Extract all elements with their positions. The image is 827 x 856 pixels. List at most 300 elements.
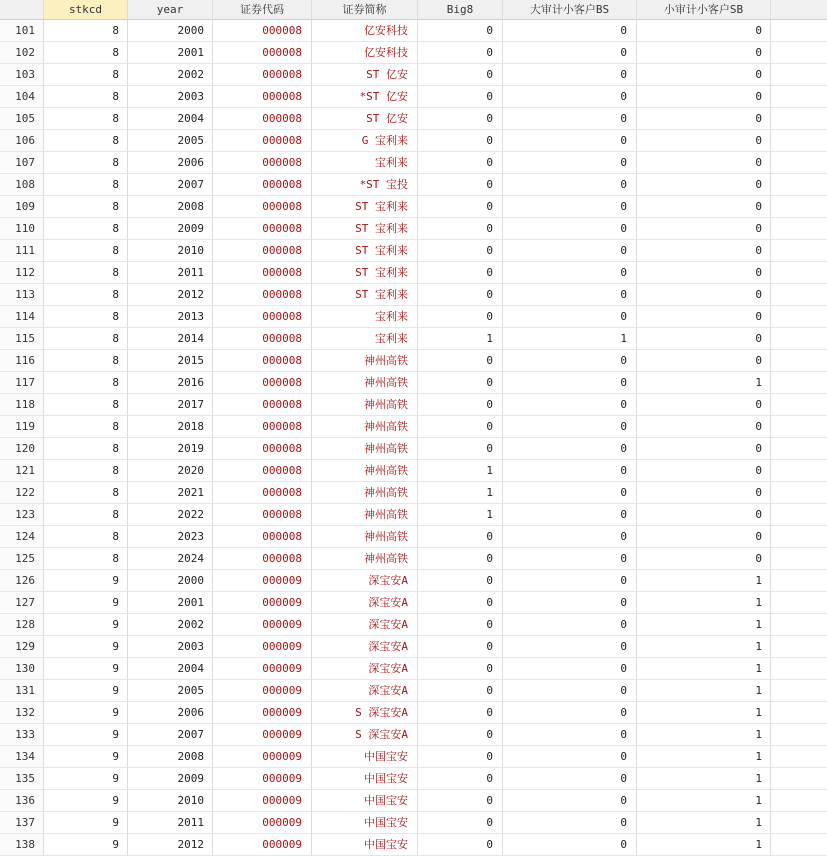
cell-year[interactable]: 2000	[128, 20, 213, 42]
cell-sb[interactable]: 0	[637, 548, 771, 570]
cell-name[interactable]: ST 亿安	[312, 64, 418, 86]
cell-big8[interactable]: 0	[418, 86, 503, 108]
cell-sb[interactable]: 1	[637, 614, 771, 636]
cell-year[interactable]: 2002	[128, 614, 213, 636]
cell-code[interactable]: 000008	[213, 218, 312, 240]
row-number-cell[interactable]: 128	[0, 614, 44, 636]
cell-big8[interactable]: 0	[418, 702, 503, 724]
cell-year[interactable]: 2002	[128, 64, 213, 86]
cell-big8[interactable]: 0	[418, 196, 503, 218]
table-row[interactable]	[0, 350, 827, 372]
cell-sb[interactable]: 1	[637, 768, 771, 790]
table-row[interactable]	[0, 636, 827, 658]
cell-stkcd[interactable]: 9	[44, 790, 128, 812]
cell-code[interactable]: 000008	[213, 548, 312, 570]
cell-big8[interactable]: 1	[418, 504, 503, 526]
cell-sb[interactable]: 0	[637, 196, 771, 218]
cell-stkcd[interactable]: 9	[44, 636, 128, 658]
cell-stkcd[interactable]: 8	[44, 196, 128, 218]
table-row[interactable]	[0, 504, 827, 526]
cell-big8[interactable]: 0	[418, 306, 503, 328]
cell-stkcd[interactable]: 8	[44, 262, 128, 284]
cell-bs[interactable]: 0	[503, 416, 637, 438]
cell-sb[interactable]: 0	[637, 482, 771, 504]
cell-stkcd[interactable]: 9	[44, 614, 128, 636]
cell-code[interactable]: 000008	[213, 152, 312, 174]
cell-code[interactable]: 000008	[213, 438, 312, 460]
cell-name[interactable]: 深宝安A	[312, 570, 418, 592]
cell-code[interactable]: 000009	[213, 812, 312, 834]
row-number-cell[interactable]: 134	[0, 746, 44, 768]
cell-sb[interactable]: 1	[637, 812, 771, 834]
cell-name[interactable]: ST 宝利来	[312, 218, 418, 240]
table-row[interactable]	[0, 526, 827, 548]
cell-big8[interactable]: 0	[418, 372, 503, 394]
table-row[interactable]	[0, 614, 827, 636]
row-number-cell[interactable]: 121	[0, 460, 44, 482]
cell-big8[interactable]: 0	[418, 790, 503, 812]
table-row[interactable]	[0, 482, 827, 504]
cell-year[interactable]: 2016	[128, 372, 213, 394]
row-number-cell[interactable]: 103	[0, 64, 44, 86]
row-number-cell[interactable]: 120	[0, 438, 44, 460]
cell-bs[interactable]: 0	[503, 724, 637, 746]
table-row[interactable]	[0, 570, 827, 592]
cell-stkcd[interactable]: 8	[44, 284, 128, 306]
row-number-cell[interactable]: 138	[0, 834, 44, 856]
cell-code[interactable]: 000009	[213, 702, 312, 724]
row-number-cell[interactable]: 110	[0, 218, 44, 240]
cell-name[interactable]: 亿安科技	[312, 42, 418, 64]
cell-sb[interactable]: 0	[637, 306, 771, 328]
row-number-cell[interactable]: 126	[0, 570, 44, 592]
cell-year[interactable]: 2013	[128, 306, 213, 328]
cell-code[interactable]: 000008	[213, 306, 312, 328]
cell-bs[interactable]: 0	[503, 42, 637, 64]
cell-code[interactable]: 000008	[213, 416, 312, 438]
cell-bs[interactable]: 0	[503, 592, 637, 614]
cell-big8[interactable]: 0	[418, 548, 503, 570]
cell-name[interactable]: ST 宝利来	[312, 240, 418, 262]
cell-bs[interactable]: 0	[503, 482, 637, 504]
cell-code[interactable]: 000008	[213, 526, 312, 548]
table-row[interactable]	[0, 328, 827, 350]
row-number-cell[interactable]: 117	[0, 372, 44, 394]
row-number-cell[interactable]: 129	[0, 636, 44, 658]
cell-big8[interactable]: 0	[418, 108, 503, 130]
table-row[interactable]	[0, 768, 827, 790]
cell-year[interactable]: 2012	[128, 834, 213, 856]
cell-sb[interactable]: 0	[637, 328, 771, 350]
row-number-cell[interactable]: 114	[0, 306, 44, 328]
cell-stkcd[interactable]: 8	[44, 42, 128, 64]
table-row[interactable]	[0, 218, 827, 240]
cell-sb[interactable]: 0	[637, 152, 771, 174]
cell-sb[interactable]: 0	[637, 350, 771, 372]
row-number-cell[interactable]: 122	[0, 482, 44, 504]
cell-stkcd[interactable]: 8	[44, 328, 128, 350]
cell-sb[interactable]: 0	[637, 460, 771, 482]
cell-name[interactable]: 深宝安A	[312, 680, 418, 702]
cell-name[interactable]: ST 宝利来	[312, 284, 418, 306]
cell-bs[interactable]: 0	[503, 130, 637, 152]
table-row[interactable]	[0, 130, 827, 152]
cell-code[interactable]: 000009	[213, 768, 312, 790]
cell-stkcd[interactable]: 8	[44, 482, 128, 504]
cell-big8[interactable]: 0	[418, 394, 503, 416]
cell-name[interactable]: 神州高铁	[312, 460, 418, 482]
cell-stkcd[interactable]: 8	[44, 526, 128, 548]
cell-stkcd[interactable]: 8	[44, 372, 128, 394]
cell-code[interactable]: 000008	[213, 262, 312, 284]
cell-code[interactable]: 000008	[213, 284, 312, 306]
cell-year[interactable]: 2006	[128, 702, 213, 724]
table-row[interactable]	[0, 64, 827, 86]
table-row[interactable]	[0, 746, 827, 768]
cell-bs[interactable]: 0	[503, 218, 637, 240]
cell-bs[interactable]: 0	[503, 196, 637, 218]
cell-sb[interactable]: 1	[637, 658, 771, 680]
cell-year[interactable]: 2004	[128, 108, 213, 130]
cell-code[interactable]: 000009	[213, 592, 312, 614]
cell-code[interactable]: 000008	[213, 240, 312, 262]
cell-year[interactable]: 2011	[128, 812, 213, 834]
table-row[interactable]	[0, 394, 827, 416]
row-number-cell[interactable]: 118	[0, 394, 44, 416]
cell-bs[interactable]: 0	[503, 702, 637, 724]
cell-bs[interactable]: 0	[503, 790, 637, 812]
cell-sb[interactable]: 0	[637, 218, 771, 240]
cell-stkcd[interactable]: 9	[44, 768, 128, 790]
cell-code[interactable]: 000009	[213, 614, 312, 636]
table-row[interactable]	[0, 108, 827, 130]
cell-code[interactable]: 000008	[213, 196, 312, 218]
cell-bs[interactable]: 0	[503, 64, 637, 86]
cell-name[interactable]: ST 宝利来	[312, 262, 418, 284]
cell-year[interactable]: 2012	[128, 284, 213, 306]
cell-name[interactable]: 中国宝安	[312, 790, 418, 812]
cell-name[interactable]: 中国宝安	[312, 812, 418, 834]
cell-stkcd[interactable]: 9	[44, 680, 128, 702]
cell-year[interactable]: 2021	[128, 482, 213, 504]
table-row[interactable]	[0, 592, 827, 614]
cell-big8[interactable]: 0	[418, 636, 503, 658]
cell-bs[interactable]: 0	[503, 174, 637, 196]
cell-sb[interactable]: 1	[637, 724, 771, 746]
cell-name[interactable]: 亿安科技	[312, 20, 418, 42]
cell-bs[interactable]: 0	[503, 746, 637, 768]
cell-bs[interactable]: 0	[503, 570, 637, 592]
table-row[interactable]	[0, 152, 827, 174]
cell-bs[interactable]: 0	[503, 460, 637, 482]
cell-year[interactable]: 2003	[128, 86, 213, 108]
cell-sb[interactable]: 0	[637, 42, 771, 64]
cell-stkcd[interactable]: 8	[44, 174, 128, 196]
cell-bs[interactable]: 0	[503, 372, 637, 394]
row-number-cell[interactable]: 105	[0, 108, 44, 130]
cell-name[interactable]: *ST 亿安	[312, 86, 418, 108]
row-number-cell[interactable]: 131	[0, 680, 44, 702]
table-row[interactable]	[0, 702, 827, 724]
cell-code[interactable]: 000008	[213, 504, 312, 526]
cell-year[interactable]: 2018	[128, 416, 213, 438]
cell-stkcd[interactable]: 9	[44, 834, 128, 856]
cell-code[interactable]: 000008	[213, 372, 312, 394]
cell-name[interactable]: ST 宝利来	[312, 196, 418, 218]
row-number-cell[interactable]: 133	[0, 724, 44, 746]
row-number-cell[interactable]: 115	[0, 328, 44, 350]
row-number-cell[interactable]: 111	[0, 240, 44, 262]
row-number-cell[interactable]: 127	[0, 592, 44, 614]
cell-year[interactable]: 2020	[128, 460, 213, 482]
table-row[interactable]	[0, 812, 827, 834]
cell-name[interactable]: 神州高铁	[312, 482, 418, 504]
cell-sb[interactable]: 0	[637, 526, 771, 548]
cell-year[interactable]: 2007	[128, 724, 213, 746]
cell-sb[interactable]: 0	[637, 284, 771, 306]
cell-big8[interactable]: 0	[418, 526, 503, 548]
cell-sb[interactable]: 0	[637, 130, 771, 152]
cell-sb[interactable]: 0	[637, 438, 771, 460]
cell-stkcd[interactable]: 8	[44, 64, 128, 86]
cell-year[interactable]: 2003	[128, 636, 213, 658]
cell-stkcd[interactable]: 8	[44, 218, 128, 240]
cell-big8[interactable]: 0	[418, 768, 503, 790]
cell-big8[interactable]: 0	[418, 64, 503, 86]
cell-stkcd[interactable]: 8	[44, 86, 128, 108]
table-row[interactable]	[0, 42, 827, 64]
cell-name[interactable]: 深宝安A	[312, 636, 418, 658]
cell-sb[interactable]: 0	[637, 504, 771, 526]
cell-name[interactable]: 深宝安A	[312, 592, 418, 614]
table-row[interactable]	[0, 438, 827, 460]
column-header-year[interactable]: year	[128, 0, 213, 20]
cell-bs[interactable]: 0	[503, 306, 637, 328]
cell-name[interactable]: 神州高铁	[312, 372, 418, 394]
cell-year[interactable]: 2023	[128, 526, 213, 548]
cell-name[interactable]: 神州高铁	[312, 394, 418, 416]
cell-code[interactable]: 000008	[213, 20, 312, 42]
cell-bs[interactable]: 0	[503, 548, 637, 570]
cell-code[interactable]: 000009	[213, 746, 312, 768]
cell-name[interactable]: 神州高铁	[312, 504, 418, 526]
cell-big8[interactable]: 0	[418, 284, 503, 306]
cell-sb[interactable]: 1	[637, 702, 771, 724]
cell-stkcd[interactable]: 9	[44, 570, 128, 592]
table-row[interactable]	[0, 306, 827, 328]
cell-sb[interactable]: 0	[637, 416, 771, 438]
cell-big8[interactable]: 0	[418, 130, 503, 152]
cell-sb[interactable]: 0	[637, 108, 771, 130]
table-row[interactable]	[0, 284, 827, 306]
cell-year[interactable]: 2008	[128, 746, 213, 768]
cell-bs[interactable]: 0	[503, 284, 637, 306]
table-row[interactable]	[0, 460, 827, 482]
cell-code[interactable]: 000009	[213, 658, 312, 680]
cell-stkcd[interactable]: 8	[44, 152, 128, 174]
cell-name[interactable]: 宝利来	[312, 328, 418, 350]
cell-bs[interactable]: 0	[503, 768, 637, 790]
table-row[interactable]	[0, 790, 827, 812]
row-number-cell[interactable]: 101	[0, 20, 44, 42]
cell-year[interactable]: 2006	[128, 152, 213, 174]
row-number-cell[interactable]: 106	[0, 130, 44, 152]
row-number-cell[interactable]: 130	[0, 658, 44, 680]
cell-bs[interactable]: 0	[503, 680, 637, 702]
cell-sb[interactable]: 1	[637, 592, 771, 614]
cell-year[interactable]: 2008	[128, 196, 213, 218]
cell-stkcd[interactable]: 8	[44, 130, 128, 152]
cell-code[interactable]: 000008	[213, 42, 312, 64]
cell-name[interactable]: *ST 宝投	[312, 174, 418, 196]
cell-code[interactable]: 000009	[213, 724, 312, 746]
cell-year[interactable]: 2022	[128, 504, 213, 526]
cell-stkcd[interactable]: 8	[44, 548, 128, 570]
cell-bs[interactable]: 0	[503, 438, 637, 460]
cell-bs[interactable]: 0	[503, 658, 637, 680]
cell-bs[interactable]: 0	[503, 350, 637, 372]
cell-code[interactable]: 000008	[213, 108, 312, 130]
cell-bs[interactable]: 1	[503, 328, 637, 350]
row-number-cell[interactable]: 109	[0, 196, 44, 218]
cell-big8[interactable]: 1	[418, 482, 503, 504]
cell-name[interactable]: 深宝安A	[312, 658, 418, 680]
cell-year[interactable]: 2001	[128, 42, 213, 64]
cell-bs[interactable]: 0	[503, 614, 637, 636]
table-row[interactable]	[0, 196, 827, 218]
table-row[interactable]	[0, 680, 827, 702]
row-number-cell[interactable]: 104	[0, 86, 44, 108]
cell-bs[interactable]: 0	[503, 526, 637, 548]
row-number-cell[interactable]: 123	[0, 504, 44, 526]
cell-year[interactable]: 2000	[128, 570, 213, 592]
table-row[interactable]	[0, 174, 827, 196]
cell-code[interactable]: 000009	[213, 834, 312, 856]
column-header-bs[interactable]: 大审计小客户BS	[503, 0, 637, 20]
cell-year[interactable]: 2015	[128, 350, 213, 372]
row-number-cell[interactable]: 125	[0, 548, 44, 570]
cell-sb[interactable]: 0	[637, 262, 771, 284]
cell-code[interactable]: 000009	[213, 790, 312, 812]
cell-sb[interactable]: 0	[637, 174, 771, 196]
cell-sb[interactable]: 1	[637, 372, 771, 394]
cell-code[interactable]: 000009	[213, 680, 312, 702]
cell-year[interactable]: 2019	[128, 438, 213, 460]
cell-bs[interactable]: 0	[503, 834, 637, 856]
cell-sb[interactable]: 0	[637, 20, 771, 42]
cell-name[interactable]: 中国宝安	[312, 768, 418, 790]
cell-year[interactable]: 2009	[128, 768, 213, 790]
table-row[interactable]	[0, 416, 827, 438]
row-number-cell[interactable]: 113	[0, 284, 44, 306]
cell-name[interactable]: 宝利来	[312, 152, 418, 174]
cell-stkcd[interactable]: 8	[44, 504, 128, 526]
cell-stkcd[interactable]: 8	[44, 350, 128, 372]
table-row[interactable]	[0, 658, 827, 680]
cell-name[interactable]: 宝利来	[312, 306, 418, 328]
cell-bs[interactable]: 0	[503, 240, 637, 262]
cell-year[interactable]: 2010	[128, 790, 213, 812]
column-header-sb[interactable]: 小审计小客户SB	[637, 0, 771, 20]
cell-code[interactable]: 000009	[213, 636, 312, 658]
cell-sb[interactable]: 1	[637, 570, 771, 592]
cell-big8[interactable]: 0	[418, 570, 503, 592]
cell-big8[interactable]: 0	[418, 614, 503, 636]
cell-year[interactable]: 2009	[128, 218, 213, 240]
cell-name[interactable]: 神州高铁	[312, 350, 418, 372]
cell-code[interactable]: 000008	[213, 350, 312, 372]
row-number-cell[interactable]: 135	[0, 768, 44, 790]
column-header-name[interactable]: 证券简称	[312, 0, 418, 20]
cell-sb[interactable]: 1	[637, 834, 771, 856]
table-row[interactable]	[0, 372, 827, 394]
cell-code[interactable]: 000008	[213, 328, 312, 350]
cell-sb[interactable]: 0	[637, 86, 771, 108]
cell-bs[interactable]: 0	[503, 86, 637, 108]
cell-code[interactable]: 000009	[213, 570, 312, 592]
cell-year[interactable]: 2017	[128, 394, 213, 416]
table-row[interactable]	[0, 240, 827, 262]
cell-stkcd[interactable]: 8	[44, 240, 128, 262]
cell-big8[interactable]: 0	[418, 240, 503, 262]
cell-stkcd[interactable]: 8	[44, 416, 128, 438]
cell-big8[interactable]: 0	[418, 746, 503, 768]
cell-sb[interactable]: 1	[637, 680, 771, 702]
row-number-cell[interactable]: 107	[0, 152, 44, 174]
cell-name[interactable]: 神州高铁	[312, 416, 418, 438]
cell-stkcd[interactable]: 9	[44, 724, 128, 746]
table-row[interactable]	[0, 86, 827, 108]
cell-year[interactable]: 2005	[128, 680, 213, 702]
cell-year[interactable]: 2004	[128, 658, 213, 680]
row-number-cell[interactable]: 112	[0, 262, 44, 284]
cell-big8[interactable]: 0	[418, 262, 503, 284]
cell-sb[interactable]: 0	[637, 64, 771, 86]
cell-code[interactable]: 000008	[213, 394, 312, 416]
cell-sb[interactable]: 1	[637, 790, 771, 812]
cell-year[interactable]: 2011	[128, 262, 213, 284]
cell-year[interactable]: 2005	[128, 130, 213, 152]
cell-stkcd[interactable]: 9	[44, 702, 128, 724]
cell-stkcd[interactable]: 8	[44, 394, 128, 416]
cell-big8[interactable]: 0	[418, 152, 503, 174]
cell-stkcd[interactable]: 8	[44, 20, 128, 42]
cell-year[interactable]: 2007	[128, 174, 213, 196]
cell-big8[interactable]: 0	[418, 724, 503, 746]
cell-stkcd[interactable]: 9	[44, 746, 128, 768]
cell-big8[interactable]: 0	[418, 592, 503, 614]
cell-sb[interactable]: 0	[637, 394, 771, 416]
cell-big8[interactable]: 0	[418, 174, 503, 196]
cell-big8[interactable]: 0	[418, 42, 503, 64]
cell-bs[interactable]: 0	[503, 812, 637, 834]
cell-code[interactable]: 000008	[213, 482, 312, 504]
cell-big8[interactable]: 0	[418, 218, 503, 240]
cell-code[interactable]: 000008	[213, 130, 312, 152]
cell-big8[interactable]: 0	[418, 680, 503, 702]
cell-code[interactable]: 000008	[213, 174, 312, 196]
cell-bs[interactable]: 0	[503, 636, 637, 658]
cell-big8[interactable]: 0	[418, 834, 503, 856]
cell-stkcd[interactable]: 9	[44, 812, 128, 834]
cell-name[interactable]: 深宝安A	[312, 614, 418, 636]
cell-bs[interactable]: 0	[503, 152, 637, 174]
cell-big8[interactable]: 0	[418, 20, 503, 42]
cell-bs[interactable]: 0	[503, 20, 637, 42]
cell-big8[interactable]: 0	[418, 438, 503, 460]
cell-sb[interactable]: 0	[637, 240, 771, 262]
column-header-code[interactable]: 证券代码	[213, 0, 312, 20]
